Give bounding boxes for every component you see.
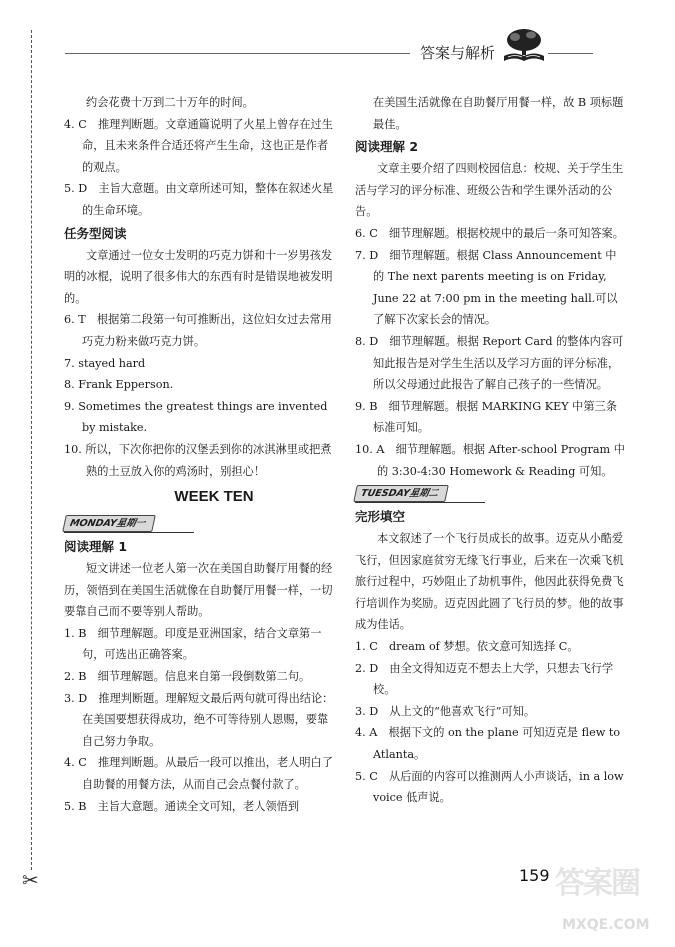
day-tab-bar <box>355 482 485 503</box>
answer-item: 5. C 从后面的内容可以推测两人小声谈话，in a low voice 低声说。 <box>355 769 624 805</box>
reading1-intro: 短文讲述一位老人第一次在美国自助餐厅用餐的经历，领悟到在美国生活就像在自助餐厅用餐一样，一切要靠自己而不要等别人帮助。 <box>64 562 333 619</box>
answer-item: 2. D 由全文得知迈克不想去上大学，只想去飞行学校。 <box>355 661 614 697</box>
answer-item: 8. Frank Epperson. <box>64 378 174 392</box>
answer-item: 3. D 推理判断题。理解短文最后两句就可得出结论：在美国要想获得成功，绝不可等待别人恩赐，要靠自己努力争取。 <box>64 691 334 748</box>
cut-line <box>31 30 32 870</box>
answer-item: 1. C dream of 梦想。依文意可知选择 C。 <box>355 640 579 654</box>
section-heading-reading-1: 阅读理解 1 <box>64 539 128 555</box>
answer-item: 8. D 细节理解题。根据 Report Card 的整体内容可知此报告是对学生生活以及学习方面的评分标准，所以父母通过此报告了解自己孩子的一些情况。 <box>355 334 624 392</box>
answer-item: 10. A 细节理解题。根据 After-school Program 中的 3:30-4:30 Homework & Reading 可知。 <box>355 442 625 478</box>
page-number: 159 <box>519 866 550 885</box>
book-tree-emblem-icon <box>500 26 548 70</box>
left-column <box>64 92 334 817</box>
right-column <box>355 92 625 809</box>
answer-item: 6. C 细节理解题。根据校规中的最后一条可知答案。 <box>355 226 624 240</box>
answer-item: 9. Sometimes the greatest things are invented by mistake. <box>64 399 328 435</box>
answer-item: 10. 所以，下次你把你的汉堡丢到你的冰淇淋里或把煮熟的土豆放入你的鸡汤时，别担心！ <box>64 442 332 478</box>
reading2-intro: 文章主要介绍了四则校园信息：校规、关于学生生活与学习的评分标准、班级公告和学生课外活动的公告。 <box>355 162 624 219</box>
answer-item: 4. C 推理判断题。从最后一段可以推出，老人明白了自助餐的用餐方法，从而自己会点餐付款了。 <box>64 756 333 792</box>
header-rule-right <box>548 53 593 54</box>
answer-item: 9. B 细节理解题。根据 MARKING KEY 中第三条标准可知。 <box>355 399 617 435</box>
cloze-intro: 本文叙述了一个飞行员成长的故事。迈克从小酷爱飞行，但因家庭贫穷无缘飞行事业，后来在一次乘飞机旅行过程中，巧妙阻止了劫机事件，他因此获得免费飞行培训作为奖励。迈克因此圆了飞行员的梦。他的故事成为佳话。 <box>355 532 624 632</box>
week-title: WEEK TEN <box>174 488 254 506</box>
watermark-url: MXQE.COM <box>562 917 650 933</box>
continuation-text: 约会花费十万到二十万年的时间。 <box>86 96 254 109</box>
scissors-icon: ✂ <box>22 868 39 892</box>
tuesday-tab: TUESDAY星期二 <box>353 485 449 502</box>
answer-item: 3. D 从上文的“他喜欢飞行”可知。 <box>355 704 536 718</box>
header-rule-left <box>65 53 410 54</box>
continuation-text: 在美国生活就像在自助餐厅用餐一样，故 B 项标题最佳。 <box>373 96 624 131</box>
answer-item: 5. B 主旨大意题。通读全文可知，老人领悟到 <box>64 799 300 813</box>
answer-item: 1. B 细节理解题。印度是亚洲国家，结合文章第一句，可选出正确答案。 <box>64 626 322 662</box>
day-tab-bar <box>64 512 194 533</box>
answer-item: 2. B 细节理解题。信息来自第一段倒数第二句。 <box>64 670 311 684</box>
monday-tab: MONDAY星期一 <box>62 515 156 532</box>
task-intro: 文章通过一位女士发明的巧克力饼和十一岁男孩发明的冰棍，说明了很多伟大的东西有时是错误地被发明的。 <box>64 248 333 305</box>
answer-item: 6. T 根据第二段第一句可推断出，这位妇女过去常用巧克力粉来做巧克力饼。 <box>64 313 332 348</box>
answer-item: 5. D 主旨大意题。由文章所述可知，整体在叙述火星的生命环境。 <box>64 182 334 217</box>
header-title: 答案与解析 <box>420 44 496 62</box>
section-heading-cloze: 完形填空 <box>355 509 406 525</box>
watermark-logo: 答案圈 <box>555 866 639 901</box>
answer-item: 7. stayed hard <box>64 356 146 370</box>
section-heading-reading-2: 阅读理解 2 <box>355 139 419 155</box>
answer-item: 4. C 推理判断题。文章通篇说明了火星上曾存在过生命，且未来条件合适还将产生生命，这也正是作者的观点。 <box>64 117 333 174</box>
answer-item: 7. D 细节理解题。根据 Class Announcement 中的 The next parents meeting is on Friday, June 22 at 7:00 pm in the meeting hall.可以了解下次家长会的情况。 <box>355 248 618 327</box>
section-heading-task-reading: 任务型阅读 <box>64 225 127 241</box>
answer-item: 4. A 根据下文的 on the plane 可知迈克是 flew to Atlanta。 <box>355 726 621 762</box>
